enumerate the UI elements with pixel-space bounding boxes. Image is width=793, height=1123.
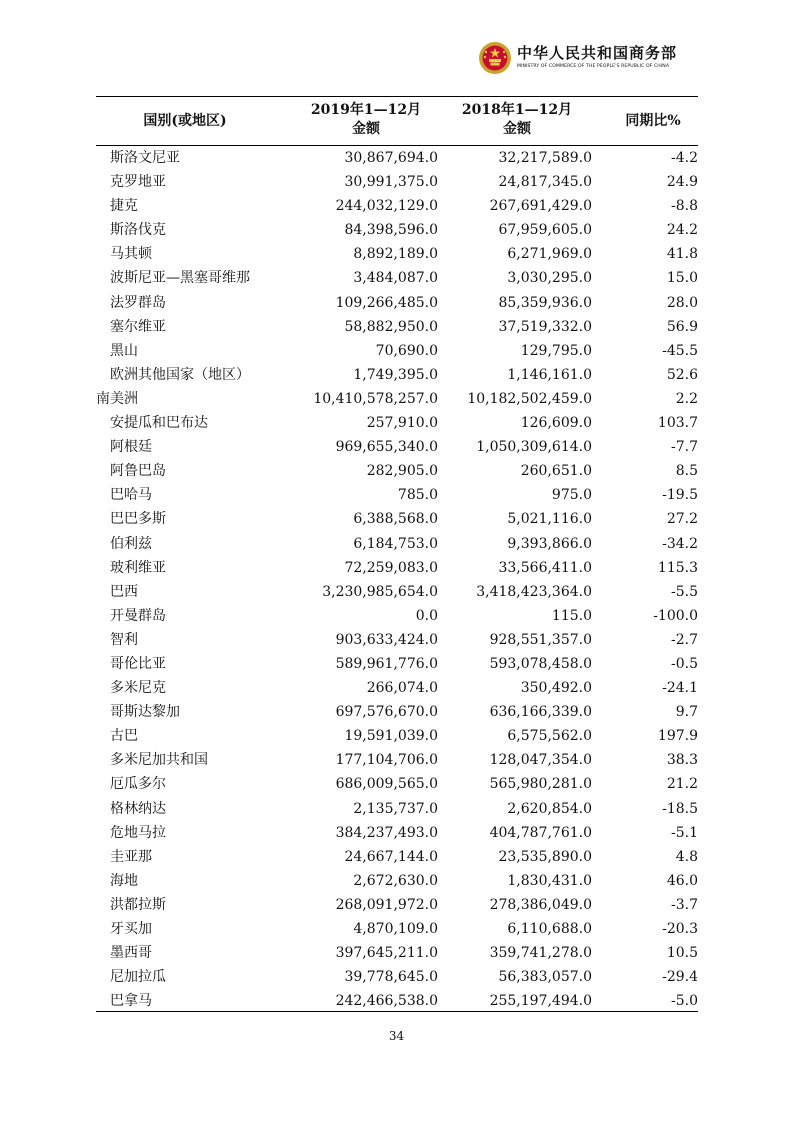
table-row (96, 507, 698, 531)
yoy-percent-cell: 24.2 (666, 222, 698, 239)
amount-2018-cell: 278,386,049.0 (489, 896, 592, 913)
table-top-rule (96, 96, 698, 97)
amount-2019-cell: 3,230,985,654.0 (322, 583, 438, 600)
yoy-percent-cell: 8.5 (675, 463, 698, 480)
column-header-yoy-percent: 同期比% (625, 113, 681, 129)
amount-2019-cell: 30,867,694.0 (344, 150, 438, 166)
table-row (96, 845, 698, 869)
amount-2018-cell: 1,830,431.0 (507, 872, 592, 889)
yoy-percent-cell: 24.9 (666, 174, 698, 191)
amount-2018-cell: 6,271,969.0 (507, 246, 592, 263)
amount-2018-cell: 67,959,605.0 (498, 222, 592, 239)
amount-2019-cell: 397,645,211.0 (335, 945, 438, 962)
amount-2019-cell: 39,778,645.0 (344, 969, 438, 986)
amount-2019-cell: 6,388,568.0 (353, 511, 438, 528)
amount-2018-cell: 3,418,423,364.0 (476, 583, 592, 600)
table-bottom-rule (96, 1011, 698, 1012)
yoy-percent-cell: 28.0 (666, 294, 698, 311)
amount-2018-cell: 85,359,936.0 (498, 294, 592, 311)
table-row (96, 700, 698, 724)
yoy-percent-cell: -3.7 (671, 896, 698, 913)
country-cell: 厄瓜多尔 (110, 776, 166, 793)
yoy-percent-cell: -5.5 (671, 583, 698, 600)
yoy-percent-cell: 52.6 (666, 366, 698, 383)
amount-2018-cell: 975.0 (551, 487, 592, 504)
amount-2019-cell: 257,910.0 (366, 415, 438, 432)
country-cell: 法罗群岛 (110, 294, 166, 311)
country-cell: 圭亚那 (110, 848, 152, 865)
amount-2018-cell: 3,030,295.0 (507, 270, 592, 287)
amount-2019-cell: 266,074.0 (366, 680, 438, 697)
table-body (96, 146, 698, 1013)
yoy-percent-cell: -18.5 (662, 800, 698, 817)
amount-2019-cell: 8,892,189.0 (353, 246, 438, 263)
table-row (96, 315, 698, 339)
yoy-percent-cell: 21.2 (666, 776, 698, 793)
country-cell: 欧洲其他国家（地区） (110, 366, 250, 383)
yoy-percent-cell: -4.2 (671, 150, 698, 166)
yoy-percent-cell: 2.2 (675, 390, 698, 407)
amount-2019-cell: 282,905.0 (366, 463, 438, 480)
amount-2018-cell: 23,535,890.0 (498, 848, 592, 865)
yoy-percent-cell: -0.5 (671, 655, 698, 672)
amount-2019-cell: 4,870,109.0 (353, 921, 438, 937)
amount-2018-cell: 260,651.0 (520, 463, 592, 480)
page-number: 34 (388, 1029, 405, 1043)
column-header-country: 国别(或地区) (143, 113, 227, 129)
country-cell: 危地马拉 (110, 824, 166, 841)
country-cell: 塞尔维亚 (110, 318, 166, 335)
amount-2018-cell: 56,383,057.0 (498, 969, 592, 986)
yoy-percent-cell: 4.8 (675, 848, 698, 865)
table-row (96, 483, 698, 507)
amount-2019-cell: 70,690.0 (375, 342, 438, 359)
table-row (96, 772, 698, 796)
amount-2019-cell: 697,576,670.0 (335, 704, 438, 721)
table-row (96, 242, 698, 266)
amount-2019-cell: 384,237,493.0 (335, 824, 438, 841)
amount-2018-cell: 2,620,854.0 (507, 800, 592, 817)
amount-2018-cell: 593,078,458.0 (489, 655, 592, 672)
national-emblem-icon (478, 41, 512, 75)
table-row (96, 194, 698, 218)
country-cell: 斯洛文尼亚 (110, 150, 180, 166)
region-row (96, 387, 698, 411)
table-row (96, 580, 698, 604)
amount-2018-cell: 359,741,278.0 (489, 945, 592, 962)
country-cell: 黑山 (110, 342, 138, 359)
country-cell: 哥伦比亚 (110, 655, 166, 672)
yoy-percent-cell: 15.0 (666, 270, 698, 287)
country-cell: 多米尼克 (110, 680, 166, 697)
yoy-percent-cell: -34.2 (662, 535, 698, 552)
amount-2018-cell: 33,566,411.0 (498, 559, 592, 576)
amount-2018-cell: 1,050,309,614.0 (476, 439, 592, 456)
yoy-percent-cell: 41.8 (666, 246, 698, 263)
table-row (96, 652, 698, 676)
country-cell: 尼加拉瓜 (110, 969, 166, 986)
table-row (96, 411, 698, 435)
amount-2018-cell: 404,787,761.0 (489, 824, 592, 841)
yoy-percent-cell: 9.7 (675, 704, 698, 721)
yoy-percent-cell: 56.9 (666, 318, 698, 335)
amount-2019-cell: 3,484,087.0 (353, 270, 438, 287)
amount-2019-cell: 268,091,972.0 (335, 896, 438, 913)
table-row (96, 435, 698, 459)
amount-2018-cell: 126,609.0 (520, 415, 592, 432)
amount-2018-cell: 128,047,354.0 (489, 752, 592, 769)
country-cell: 巴西 (110, 583, 138, 600)
yoy-percent-cell: -20.3 (662, 921, 698, 937)
country-cell: 巴巴多斯 (110, 511, 166, 528)
amount-2018-cell: 928,551,357.0 (489, 631, 592, 648)
table-row (96, 363, 698, 387)
country-cell: 海地 (110, 872, 138, 889)
table-row (96, 893, 698, 917)
amount-2019-cell: 244,032,129.0 (335, 198, 438, 215)
amount-2019-cell: 2,135,737.0 (353, 800, 438, 817)
ministry-name-cn: 中华人民共和国商务部 (517, 44, 678, 62)
table-row (96, 821, 698, 845)
yoy-percent-cell: -29.4 (662, 969, 698, 986)
amount-2019-cell: 686,009,565.0 (335, 776, 438, 793)
amount-2019-cell: 10,410,578,257.0 (313, 390, 438, 407)
yoy-percent-cell: -19.5 (662, 487, 698, 504)
yoy-percent-cell: -5.1 (671, 824, 698, 841)
amount-2019-cell: 1,749,395.0 (353, 366, 438, 383)
amount-2018-cell: 267,691,429.0 (489, 198, 592, 215)
table-row (96, 604, 698, 628)
table-row (96, 628, 698, 652)
amount-2018-cell: 255,197,494.0 (489, 993, 592, 1010)
amount-2019-cell: 2,672,630.0 (353, 872, 438, 889)
yoy-percent-cell: -8.8 (671, 198, 698, 215)
table-row (96, 797, 698, 821)
amount-2018-cell: 6,110,688.0 (507, 921, 592, 937)
table-row (96, 339, 698, 363)
amount-2018-cell: 636,166,339.0 (489, 704, 592, 721)
table-row (96, 869, 698, 893)
amount-2018-cell: 565,980,281.0 (489, 776, 592, 793)
country-cell: 玻利维亚 (110, 559, 166, 576)
amount-2018-cell: 115.0 (551, 607, 592, 624)
yoy-percent-cell: 27.2 (666, 511, 698, 528)
table-row (96, 676, 698, 700)
amount-2019-cell: 785.0 (397, 487, 438, 504)
country-cell: 阿根廷 (110, 439, 152, 456)
amount-2019-cell: 242,466,538.0 (335, 993, 438, 1010)
country-cell: 智利 (110, 631, 138, 648)
column-header-2019: 2019年1—12月 金额 (310, 102, 422, 137)
table-row (96, 532, 698, 556)
table-row (96, 291, 698, 315)
country-cell: 安提瓜和巴布达 (110, 415, 208, 432)
amount-2018-cell: 37,519,332.0 (498, 318, 592, 335)
table-row (96, 218, 698, 242)
amount-2019-cell: 6,184,753.0 (353, 535, 438, 552)
amount-2019-cell: 903,633,424.0 (335, 631, 438, 648)
amount-2018-cell: 24,817,345.0 (498, 174, 592, 191)
amount-2018-cell: 10,182,502,459.0 (467, 390, 592, 407)
table-row (96, 266, 698, 290)
yoy-percent-cell: 115.3 (657, 559, 698, 576)
amount-2019-cell: 969,655,340.0 (335, 439, 438, 456)
yoy-percent-cell: 10.5 (666, 945, 698, 962)
country-cell: 牙买加 (110, 921, 152, 937)
yoy-percent-cell: 38.3 (666, 752, 698, 769)
amount-2019-cell: 109,266,485.0 (335, 294, 438, 311)
table-row (96, 146, 698, 170)
yoy-percent-cell: -45.5 (662, 342, 698, 359)
amount-2019-cell: 24,667,144.0 (344, 848, 438, 865)
amount-2019-cell: 177,104,706.0 (335, 752, 438, 769)
country-cell: 哥斯达黎加 (110, 704, 180, 721)
country-cell: 斯洛伐克 (110, 222, 166, 239)
yoy-percent-cell: -5.0 (671, 993, 698, 1010)
table-row (96, 941, 698, 965)
country-cell: 洪都拉斯 (110, 896, 166, 913)
table-row (96, 556, 698, 580)
amount-2019-cell: 72,259,083.0 (344, 559, 438, 576)
ministry-name-en: MINISTRY OF COMMERCE OF THE PEOPLE'S REPUBLIC OF CHINA (517, 64, 670, 69)
country-cell: 开曼群岛 (110, 607, 166, 624)
amount-2018-cell: 32,217,589.0 (498, 150, 592, 166)
country-cell: 巴拿马 (110, 993, 152, 1010)
column-header-2018: 2018年1—12月 金额 (461, 102, 573, 137)
country-cell: 古巴 (110, 728, 138, 745)
table-row (96, 170, 698, 194)
amount-2018-cell: 9,393,866.0 (507, 535, 592, 552)
table-row (96, 965, 698, 989)
yoy-percent-cell: -24.1 (662, 680, 698, 697)
country-cell: 巴哈马 (110, 487, 152, 504)
table-row (96, 724, 698, 748)
country-cell: 格林纳达 (110, 800, 166, 817)
amount-2018-cell: 6,575,562.0 (507, 728, 592, 745)
country-cell: 捷克 (110, 198, 138, 215)
yoy-percent-cell: -2.7 (671, 631, 698, 648)
amount-2018-cell: 1,146,161.0 (507, 366, 592, 383)
amount-2018-cell: 129,795.0 (520, 342, 592, 359)
yoy-percent-cell: 103.7 (657, 415, 698, 432)
country-cell: 南美洲 (96, 390, 138, 407)
country-cell: 波斯尼亚—黑塞哥维那 (110, 270, 250, 287)
yoy-percent-cell: -7.7 (671, 439, 698, 456)
amount-2019-cell: 30,991,375.0 (344, 174, 438, 191)
yoy-percent-cell: -100.0 (653, 607, 698, 624)
amount-2019-cell: 58,882,950.0 (344, 318, 438, 335)
country-cell: 克罗地亚 (110, 174, 166, 191)
amount-2019-cell: 0.0 (415, 607, 438, 624)
amount-2018-cell: 350,492.0 (520, 680, 592, 697)
country-cell: 墨西哥 (110, 945, 152, 962)
country-cell: 马其顿 (110, 246, 152, 263)
amount-2018-cell: 5,021,116.0 (507, 511, 592, 528)
table-row (96, 748, 698, 772)
table-row (96, 917, 698, 941)
yoy-percent-cell: 197.9 (657, 728, 698, 745)
country-cell: 多米尼加共和国 (110, 752, 208, 769)
yoy-percent-cell: 46.0 (666, 872, 698, 889)
table-row (96, 989, 698, 1013)
table-row (96, 459, 698, 483)
amount-2019-cell: 84,398,596.0 (344, 222, 438, 239)
country-cell: 伯利兹 (110, 535, 152, 552)
amount-2019-cell: 19,591,039.0 (344, 728, 438, 745)
country-cell: 阿鲁巴岛 (110, 463, 166, 480)
amount-2019-cell: 589,961,776.0 (335, 655, 438, 672)
